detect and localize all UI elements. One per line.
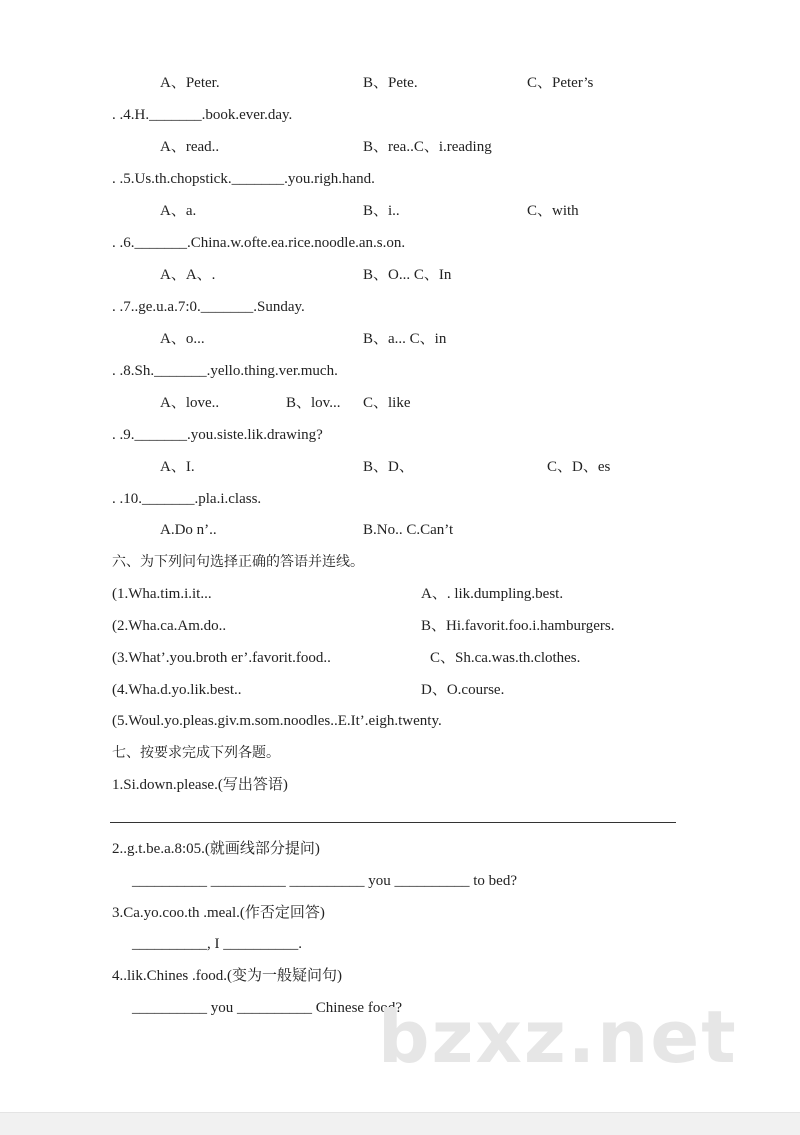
q8-option-a: A、love..	[160, 395, 220, 411]
s7-item-1-answer-line	[110, 822, 676, 823]
s6-question-3: (3.What’.you.broth er’.favorit.food..	[112, 650, 331, 666]
s7-item-2: 2..g.t.be.a.8:05.(就画线部分提问)	[112, 841, 320, 857]
q5-option-a: A、a.	[160, 203, 197, 219]
q4-option-a: A、read..	[160, 139, 220, 155]
q3-option-b: B、Pete.	[363, 75, 418, 91]
section-7-heading: 七、按要求完成下列各题。	[112, 745, 280, 761]
q10-stem: . .10._______.pla.i.class.	[112, 491, 262, 507]
q4-option-bc: B、rea..C、i.reading	[363, 139, 492, 155]
s6-question-1: (1.Wha.tim.i.it...	[112, 586, 212, 602]
s6-question-5: (5.Woul.yo.pleas.giv.m.som.noodles..E.It’.eigh.twenty.	[112, 713, 442, 729]
q4-stem: . .4.H._______.book.ever.day.	[112, 107, 293, 123]
q7-option-bc: B、a... C、in	[363, 331, 447, 347]
s7-item-4-answer: __________ you __________ Chinese food?	[132, 1000, 402, 1016]
q6-stem: . .6._______.China.w.ofte.ea.rice.noodle.an.s.on.	[112, 235, 406, 251]
s7-item-3-answer: __________, I __________.	[132, 936, 302, 952]
q5-option-c: C、with	[527, 203, 579, 219]
q9-option-a: A、I.	[160, 459, 195, 475]
section-6-heading: 六、为下列问句选择正确的答语并连线。	[112, 554, 364, 570]
q7-stem: . .7..ge.u.a.7:0._______.Sunday.	[112, 299, 305, 315]
q9-option-b: B、D、	[363, 459, 414, 475]
q8-option-c: C、like	[363, 395, 411, 411]
q8-option-b: B、lov...	[286, 395, 341, 411]
q6-option-bc: B、O... C、In	[363, 267, 452, 283]
s6-answer-b: B、Hi.favorit.foo.i.hamburgers.	[421, 618, 615, 634]
q5-option-b: B、i..	[363, 203, 400, 219]
s6-answer-c: C、Sh.ca.was.th.clothes.	[430, 650, 581, 666]
s7-item-1: 1.Si.down.please.(写出答语)	[112, 777, 288, 793]
s6-question-4: (4.Wha.d.yo.lik.best..	[112, 682, 242, 698]
s7-item-2-answer: __________ __________ __________ you __________ to bed?	[132, 873, 517, 889]
watermark: bzxz.net	[378, 995, 738, 1079]
s6-answer-a: A、. lik.dumpling.best.	[421, 586, 564, 602]
q6-option-a: A、A、.	[160, 267, 216, 283]
q5-stem: . .5.Us.th.chopstick._______.you.righ.hand.	[112, 171, 375, 187]
page-bottom-edge	[0, 1112, 800, 1135]
q3-option-a: A、Peter.	[160, 75, 220, 91]
q10-option-bc: B.No.. C.Can’t	[363, 522, 454, 538]
s6-question-2: (2.Wha.ca.Am.do..	[112, 618, 227, 634]
s7-item-4: 4..lik.Chines .food.(变为一般疑问句)	[112, 968, 342, 984]
q8-stem: . .8.Sh._______.yello.thing.ver.much.	[112, 363, 338, 379]
s7-item-3: 3.Ca.yo.coo.th .meal.(作否定回答)	[112, 905, 325, 921]
q9-stem: . .9._______.you.siste.lik.drawing?	[112, 427, 323, 443]
q9-option-c: C、D、es	[547, 459, 611, 475]
q10-option-a: A.Do n’..	[160, 522, 217, 538]
q3-option-c: C、Peter’s	[527, 75, 594, 91]
s6-answer-d: D、O.course.	[421, 682, 505, 698]
q7-option-a: A、o...	[160, 331, 205, 347]
